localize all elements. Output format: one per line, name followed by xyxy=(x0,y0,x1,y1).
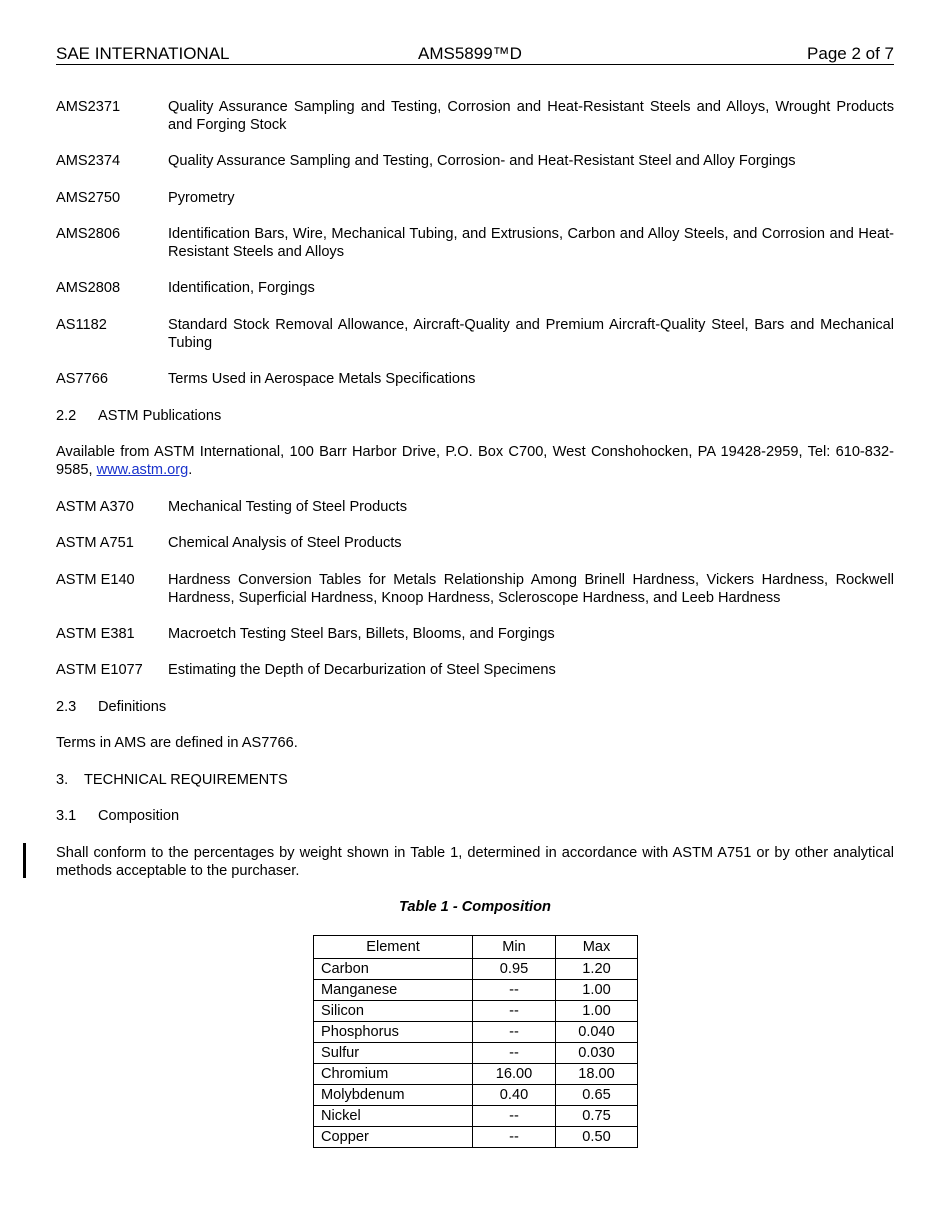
cell-max: 0.030 xyxy=(556,1043,638,1064)
definitions-paragraph: Terms in AMS are defined in AS7766. xyxy=(56,735,298,751)
cell-min: -- xyxy=(473,1022,556,1043)
cell-max: 1.00 xyxy=(556,1001,638,1022)
cell-min: -- xyxy=(473,1127,556,1148)
reference-item xyxy=(56,98,894,134)
table-caption: Table 1 - Composition xyxy=(399,899,551,915)
cell-min: 0.40 xyxy=(473,1085,556,1106)
cell-max: 1.00 xyxy=(556,980,638,1001)
section-number: 2.3 xyxy=(56,699,77,715)
reference-code: ASTM A751 xyxy=(56,535,134,551)
cell-max: 0.50 xyxy=(556,1127,638,1148)
reference-code: ASTM E140 xyxy=(56,572,135,588)
reference-item xyxy=(56,279,894,297)
cell-max: 0.040 xyxy=(556,1022,638,1043)
reference-item xyxy=(56,225,894,261)
cell-max: 1.20 xyxy=(556,959,638,980)
reference-title: Hardness Conversion Tables for Metals Relationship Among Brinell Hardness, Vickers Hardness, Rockwell Hardness, Superficial Hardness, Knoop Hardness, Scleroscope Hardness, and Leeb Hardness xyxy=(168,572,894,606)
composition-table xyxy=(313,935,638,1148)
reference-item xyxy=(56,571,894,607)
cell-element: Carbon xyxy=(314,959,473,980)
reference-code: AMS2750 xyxy=(56,190,121,206)
reference-item xyxy=(56,661,894,679)
section-title: ASTM Publications xyxy=(98,408,222,424)
section-heading-3 xyxy=(56,771,894,789)
table-row xyxy=(314,1064,638,1085)
reference-code: AMS2371 xyxy=(56,99,121,115)
cell-max: 0.75 xyxy=(556,1106,638,1127)
table-row xyxy=(314,1022,638,1043)
astm-intro-end: . xyxy=(188,462,193,478)
table-row xyxy=(314,1001,638,1022)
reference-item xyxy=(56,189,894,207)
section-number: 2.2 xyxy=(56,408,77,424)
revision-change-bar xyxy=(23,843,26,878)
section-number: 3.1 xyxy=(56,808,77,824)
header-max: Max xyxy=(556,936,638,959)
cell-element: Sulfur xyxy=(314,1043,473,1064)
header-doc-number: AMS5899™D xyxy=(418,44,522,63)
reference-item xyxy=(56,370,894,388)
cell-element: Molybdenum xyxy=(314,1085,473,1106)
section-title: TECHNICAL REQUIREMENTS xyxy=(84,772,288,788)
reference-title: Terms Used in Aerospace Metals Specifications xyxy=(168,371,476,387)
reference-title: Mechanical Testing of Steel Products xyxy=(168,499,408,515)
reference-code: AMS2374 xyxy=(56,153,121,169)
section-heading-2-3 xyxy=(56,698,894,716)
reference-title: Macroetch Testing Steel Bars, Billets, Blooms, and Forgings xyxy=(168,626,555,642)
reference-title: Identification Bars, Wire, Mechanical Tubing, and Extrusions, Carbon and Alloy Steels, and Corrosion and Heat-Resistant Steels and Alloys xyxy=(168,226,894,260)
reference-title: Identification, Forgings xyxy=(168,280,315,296)
reference-code: AMS2806 xyxy=(56,226,121,242)
table-row xyxy=(314,1085,638,1106)
astm-website-link[interactable]: www.astm.org xyxy=(96,462,189,478)
reference-code: AS7766 xyxy=(56,371,108,387)
reference-item xyxy=(56,625,894,643)
section-title: Composition xyxy=(98,808,180,824)
composition-paragraph: Shall conform to the percentages by weight shown in Table 1, determined in accordance with ASTM A751 or by other analytical methods acceptable to the purchaser. xyxy=(56,845,894,879)
reference-title: Quality Assurance Sampling and Testing, Corrosion and Heat-Resistant Steels and Alloys, Wrought Products and Forging Stock xyxy=(168,99,894,133)
cell-element: Silicon xyxy=(314,1001,473,1022)
cell-max: 18.00 xyxy=(556,1064,638,1085)
section-number: 3. xyxy=(56,772,69,788)
table-header-row xyxy=(314,936,638,959)
cell-min: -- xyxy=(473,1106,556,1127)
reference-title: Estimating the Depth of Decarburization of Steel Specimens xyxy=(168,662,556,678)
reference-title: Quality Assurance Sampling and Testing, Corrosion- and Heat-Resistant Steel and Alloy Forgings xyxy=(168,153,796,169)
cell-element: Copper xyxy=(314,1127,473,1148)
astm-availability-paragraph xyxy=(56,443,894,479)
header-element: Element xyxy=(314,936,473,959)
reference-title: Chemical Analysis of Steel Products xyxy=(168,535,402,551)
header-page-number: Page 2 of 7 xyxy=(807,44,894,63)
table-row xyxy=(314,959,638,980)
table-row xyxy=(314,980,638,1001)
reference-code: ASTM E1077 xyxy=(56,662,143,678)
page-header xyxy=(56,44,894,65)
reference-item xyxy=(56,152,894,170)
cell-element: Nickel xyxy=(314,1106,473,1127)
reference-code: AS1182 xyxy=(56,317,107,333)
header-min: Min xyxy=(473,936,556,959)
cell-element: Phosphorus xyxy=(314,1022,473,1043)
reference-title: Standard Stock Removal Allowance, Aircraft-Quality and Premium Aircraft-Quality Steel, Bars and Mechanical Tubing xyxy=(168,317,894,351)
cell-min: 0.95 xyxy=(473,959,556,980)
section-heading-3-1 xyxy=(56,807,894,825)
reference-title: Pyrometry xyxy=(168,190,235,206)
table-row xyxy=(314,1106,638,1127)
reference-item xyxy=(56,498,894,516)
reference-item xyxy=(56,534,894,552)
reference-code: ASTM A370 xyxy=(56,499,134,515)
cell-min: 16.00 xyxy=(473,1064,556,1085)
section-title: Definitions xyxy=(98,699,167,715)
cell-element: Manganese xyxy=(314,980,473,1001)
reference-code: ASTM E381 xyxy=(56,626,135,642)
cell-element: Chromium xyxy=(314,1064,473,1085)
cell-max: 0.65 xyxy=(556,1085,638,1106)
reference-code: AMS2808 xyxy=(56,280,121,296)
reference-item xyxy=(56,316,894,352)
cell-min: -- xyxy=(473,1043,556,1064)
cell-min: -- xyxy=(473,1001,556,1022)
table-row xyxy=(314,1127,638,1148)
section-heading-2-2 xyxy=(56,407,894,425)
table-row xyxy=(314,1043,638,1064)
cell-min: -- xyxy=(473,980,556,1001)
astm-intro-text: Available from ASTM International, 100 Barr Harbor Drive, P.O. Box C700, West Conshohocken, PA 19428-2959, Tel: 610-832-9585, xyxy=(56,444,894,478)
header-org: SAE INTERNATIONAL xyxy=(56,44,230,63)
